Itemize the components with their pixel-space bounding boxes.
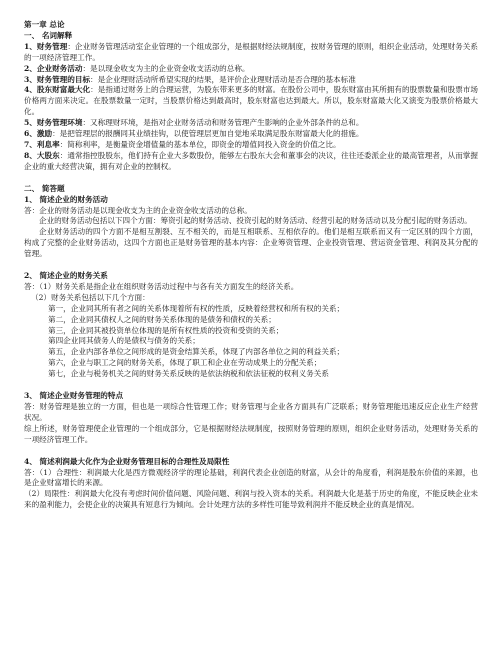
section-title-terms: 一、 名词解释 [24, 30, 73, 40]
answer-paragraph: （2）财务关系包括以下几个方面： [31, 292, 150, 302]
term-definition: ：企业财务管理活动室企业管理的一个组成部分，是根据财经法规制度，按财务管理的原则，组织企业活动，处理财务关系的一项经济管理工作。 [24, 41, 478, 62]
term-name: 利息率 [36, 139, 60, 149]
question-title: 1、 简述企业的财务活动 [24, 194, 108, 204]
term-name: 股东财富最大化 [36, 85, 91, 95]
list-item: 第一，企业同其所有者之间的关系体现着所有权的性质，反映着经营权和所有权的关系； [48, 303, 345, 313]
term-name: 大股东 [36, 150, 60, 160]
term-item [24, 42, 478, 64]
term-item [24, 75, 478, 86]
term-definition: ：是企业理财活动所希望实现的结果，是评价企业理财活动是否合理的基本标准 [90, 74, 356, 84]
term-number: 2、 [24, 63, 37, 73]
term-item [24, 85, 478, 118]
term-item [24, 64, 478, 75]
answer-paragraph: 企业财务活动的四个方面不是相互割裂、互不相关的，而是互相联系、互相依存的。他们是相互联系而又有一定区别的四个方面，构成了完整的企业财务活动，这四个方面也正是财务管理的基本内容：企业筹资管理、企业投资管理、营运资金管理、利润及其分配的管理。 [24, 227, 478, 259]
answer-paragraph: 答：（1）合理性：利润最大化是西方微观经济学的理论基础，利润代表企业创造的财富，从会计的角度看，利润是股东价值的来源，也是企业财富增长的来源。 [24, 467, 478, 488]
list-item: 第二，企业同其债权人之间的财务关系体现的是债务和债权的关系； [48, 314, 276, 324]
term-definition: ：又称理财环境，是指对企业财务活动和财务管理产生影响的企业外部条件的总和。 [82, 118, 364, 128]
answer-paragraph: （2）局限性：利润最大化没有考虑时间价值问题、风险问题、利润与投入资本的关系。利润最大化是基于历史的角度，不能反映企业未来的盈利能力，会使企业的决策具有短息行为倾向。会计处理方法的多样性可能导致利润并不能反映企业的真是情况。 [24, 489, 478, 510]
term-definition: ：是把管理层的报酬同其业绩挂钩，以使管理层更加自觉地采取满足股东财富最大化的措施。 [52, 129, 364, 139]
list-item: 第五，企业内部各单位之间形成的是资金结算关系，体现了内部各单位之间的利益关系； [48, 347, 345, 357]
chapter-title: 第一章 总论 [24, 20, 65, 29]
term-number: 3、 [24, 74, 37, 84]
spacer [24, 173, 478, 184]
list-item: 第四企业同其债务人的是债权与债务的关系； [48, 336, 200, 346]
term-number: 8、 [24, 150, 37, 160]
term-name: 企业财务活动 [36, 63, 83, 73]
list-item: 第六，企业与职工之间的财务关系，体现了职工和企业在劳动成果上的分配关系； [48, 358, 322, 368]
answer-paragraph: 答：财务管理是独立的一方面，但也是一项综合性管理工作；财务管理与企业各方面具有广泛联系；财务管理能迅速反应企业生产经营状况。 [24, 402, 478, 422]
term-number: 5、 [24, 118, 37, 128]
section-title-questions: 二、 简答题 [24, 183, 65, 193]
term-definition: ：通常指控股股东，他们持有企业大多数股份，能够左右股东大会和董事会的决议，往往还委派企业的最高管理者，从而掌握企业的重大经营决策，拥有对企业的控制权。 [24, 150, 478, 171]
spacer [24, 260, 478, 271]
term-item [24, 140, 478, 151]
question-title: 4、 简述利润最大化作为企业财务管理目标的合理性及局限性 [24, 456, 230, 466]
term-name: 激励 [36, 129, 53, 139]
term-definition: ：简称利率，是衡量资金增值量的基本单位，即资金的增值同投入资金的价值之比。 [59, 139, 341, 149]
answer-paragraph: 企业的财务活动包括以下四个方面：筹资引起的财务活动、投资引起的财务活动、经营引起的财务活动以及分配引起的财务活动。 [39, 216, 472, 226]
term-definition: ：是以现金收支为主的企业资金收支活动的总称。 [82, 63, 250, 73]
answer-paragraph: 答：（1）财务关系是指企业在组织财务活动过程中与各有关方面发生的经济关系。 [24, 281, 299, 291]
term-name: 财务管理环境 [36, 118, 83, 128]
question-title: 3、 简述企业财务管理的特点 [24, 391, 124, 401]
list-item: 第三，企业同其被投资单位体现的是所有权性质的投资和受资的关系； [48, 325, 284, 335]
spacer [24, 380, 478, 391]
term-number: 1、 [24, 41, 37, 51]
term-name: 财务管理的目标 [36, 74, 91, 84]
spacer [24, 446, 478, 457]
term-definition: ：是指通过财务上的合理运营，为股东带来更多的财富。在股份公司中，股东财富由其所拥有的股票数量和股票市场价格两方面来决定。在股票数量一定时，当股票价格达到最高时，股东财富也达到最大。所以，股东财富最大化又演变为股票价格最大化。 [24, 85, 479, 117]
term-item [24, 151, 478, 173]
answer-paragraph: 综上所述，财务管理使企业管理的一个组成部分，它是根据财经法规制度，按照财务管理的原则，组织企业财务活动，处理财务关系的一项经济管理工作。 [24, 423, 478, 444]
term-number: 4、 [24, 85, 37, 95]
term-number: 6、 [24, 129, 37, 139]
question-title: 2、 简述企业的财务关系 [24, 271, 108, 281]
term-item [24, 118, 478, 129]
term-item [24, 129, 478, 140]
term-number: 7、 [24, 139, 37, 149]
term-name: 财务管理 [36, 41, 68, 51]
answer-paragraph: 答：企业的财务活动是以现金收支为主的企业资金收支活动的总称。 [24, 205, 252, 215]
list-item: 第七，企业与税务机关之间的财务关系反映的是依法纳税和依法征税的权利义务关系 [48, 369, 329, 379]
